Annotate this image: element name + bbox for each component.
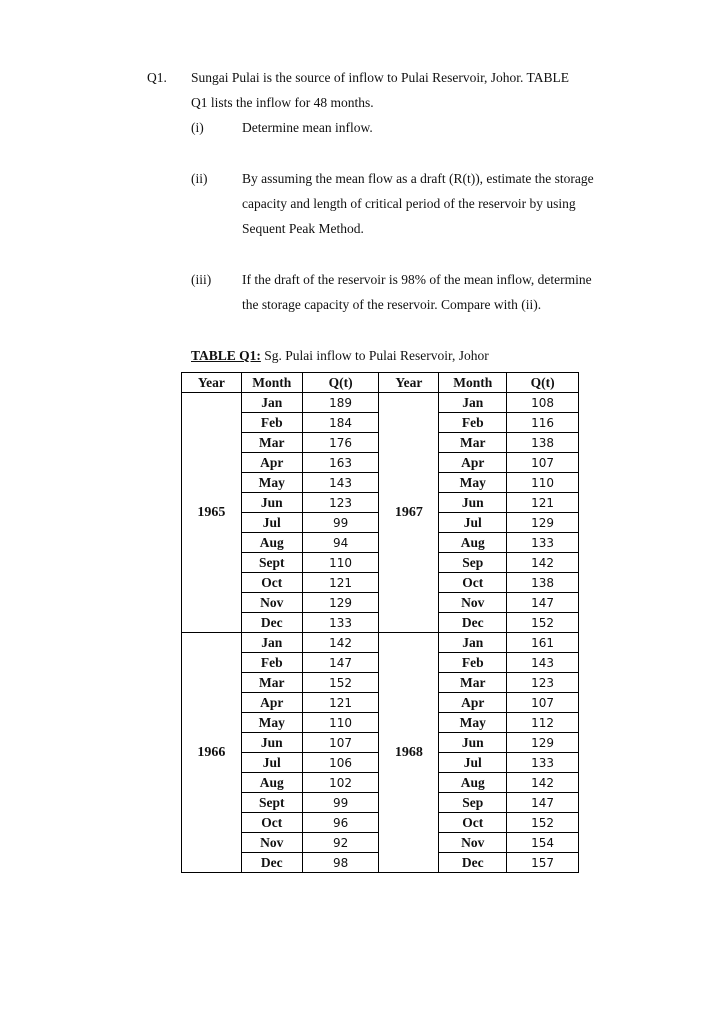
month-cell: Nov: [241, 833, 302, 853]
month-cell: Apr: [241, 693, 302, 713]
month-cell: Dec: [439, 853, 507, 873]
month-cell: May: [439, 473, 507, 493]
flow-cell: 133: [507, 753, 579, 773]
header-year: Year: [379, 373, 439, 393]
header-month: Month: [439, 373, 507, 393]
flow-cell: 99: [302, 513, 379, 533]
month-cell: Jun: [439, 493, 507, 513]
flow-cell: 110: [507, 473, 579, 493]
flow-cell: 163: [302, 453, 379, 473]
part-ii-label: (ii): [191, 171, 208, 186]
year-cell: 1967: [379, 393, 439, 633]
month-cell: Jan: [439, 633, 507, 653]
month-cell: Jul: [439, 753, 507, 773]
month-cell: Jun: [439, 733, 507, 753]
month-cell: Jan: [439, 393, 507, 413]
flow-cell: 142: [507, 773, 579, 793]
month-cell: Mar: [439, 433, 507, 453]
flow-cell: 123: [507, 673, 579, 693]
month-cell: Jan: [241, 633, 302, 653]
flow-cell: 189: [302, 393, 379, 413]
flow-cell: 133: [507, 533, 579, 553]
month-cell: Sep: [439, 793, 507, 813]
flow-cell: 147: [507, 793, 579, 813]
month-cell: May: [439, 713, 507, 733]
month-cell: Oct: [241, 813, 302, 833]
month-cell: Dec: [439, 613, 507, 633]
question-number: Q1.: [147, 70, 167, 85]
flow-cell: 99: [302, 793, 379, 813]
month-cell: Jul: [439, 513, 507, 533]
month-cell: Nov: [241, 593, 302, 613]
flow-cell: 110: [302, 553, 379, 573]
flow-cell: 142: [507, 553, 579, 573]
month-cell: Mar: [241, 673, 302, 693]
month-cell: May: [241, 713, 302, 733]
header-flow: Q(t): [302, 373, 379, 393]
month-cell: Apr: [241, 453, 302, 473]
flow-cell: 121: [507, 493, 579, 513]
part-i-text: Determine mean inflow.: [242, 120, 373, 135]
month-cell: Jul: [241, 513, 302, 533]
month-cell: Aug: [439, 533, 507, 553]
year-cell: 1966: [182, 633, 242, 873]
header-flow: Q(t): [507, 373, 579, 393]
flow-cell: 92: [302, 833, 379, 853]
month-cell: May: [241, 473, 302, 493]
month-cell: Feb: [439, 653, 507, 673]
table-header-row: [182, 373, 579, 393]
month-cell: Mar: [439, 673, 507, 693]
flow-cell: 123: [302, 493, 379, 513]
header-month: Month: [241, 373, 302, 393]
flow-cell: 129: [302, 593, 379, 613]
flow-cell: 121: [302, 573, 379, 593]
month-cell: Jun: [241, 493, 302, 513]
flow-cell: 143: [302, 473, 379, 493]
part-i-label: (i): [191, 120, 204, 135]
flow-cell: 107: [507, 693, 579, 713]
month-cell: Apr: [439, 453, 507, 473]
month-cell: Jul: [241, 753, 302, 773]
table-caption-label: TABLE Q1:: [191, 348, 261, 363]
flow-cell: 102: [302, 773, 379, 793]
month-cell: Dec: [241, 853, 302, 873]
flow-cell: 184: [302, 413, 379, 433]
flow-cell: 157: [507, 853, 579, 873]
flow-cell: 112: [507, 713, 579, 733]
flow-cell: 152: [507, 613, 579, 633]
year-cell: 1968: [379, 633, 439, 873]
month-cell: Jan: [241, 393, 302, 413]
month-cell: Feb: [241, 653, 302, 673]
flow-cell: 107: [507, 453, 579, 473]
header-year: Year: [182, 373, 242, 393]
flow-cell: 107: [302, 733, 379, 753]
month-cell: Feb: [439, 413, 507, 433]
part-ii-text-line-3: Sequent Peak Method.: [242, 221, 364, 236]
flow-cell: 147: [302, 653, 379, 673]
question-intro-line-1: Sungai Pulai is the source of inflow to Pulai Reservoir, Johor. TABLE: [191, 70, 569, 85]
month-cell: Feb: [241, 413, 302, 433]
month-cell: Aug: [241, 533, 302, 553]
flow-cell: 142: [302, 633, 379, 653]
flow-cell: 98: [302, 853, 379, 873]
flow-cell: 121: [302, 693, 379, 713]
month-cell: Aug: [439, 773, 507, 793]
table-caption-text: Sg. Pulai inflow to Pulai Reservoir, Johor: [260, 348, 489, 363]
month-cell: Dec: [241, 613, 302, 633]
month-cell: Nov: [439, 593, 507, 613]
month-cell: Oct: [439, 573, 507, 593]
flow-cell: 110: [302, 713, 379, 733]
part-iii-label: (iii): [191, 272, 212, 287]
part-iii-text-line-1: If the draft of the reservoir is 98% of the mean inflow, determine: [242, 272, 592, 287]
flow-cell: 106: [302, 753, 379, 773]
month-cell: Oct: [439, 813, 507, 833]
flow-cell: 108: [507, 393, 579, 413]
part-iii-text-line-2: the storage capacity of the reservoir. Compare with (ii).: [242, 297, 542, 312]
month-cell: Mar: [241, 433, 302, 453]
inflow-table: [181, 372, 579, 873]
flow-cell: 116: [507, 413, 579, 433]
month-cell: Nov: [439, 833, 507, 853]
flow-cell: 161: [507, 633, 579, 653]
flow-cell: 138: [507, 433, 579, 453]
month-cell: Sept: [241, 793, 302, 813]
year-cell: 1965: [182, 393, 242, 633]
flow-cell: 143: [507, 653, 579, 673]
part-ii-text-line-2: capacity and length of critical period of the reservoir by using: [242, 196, 576, 211]
flow-cell: 176: [302, 433, 379, 453]
flow-cell: 152: [507, 813, 579, 833]
part-ii-text-line-1: By assuming the mean flow as a draft (R(t)), estimate the storage: [242, 171, 594, 186]
flow-cell: 154: [507, 833, 579, 853]
flow-cell: 138: [507, 573, 579, 593]
flow-cell: 96: [302, 813, 379, 833]
table-row: [182, 633, 579, 653]
month-cell: Sep: [439, 553, 507, 573]
flow-cell: 133: [302, 613, 379, 633]
flow-cell: 147: [507, 593, 579, 613]
table-row: [182, 393, 579, 413]
month-cell: Apr: [439, 693, 507, 713]
question-intro-line-2: Q1 lists the inflow for 48 months.: [191, 95, 374, 110]
table-caption: [191, 348, 489, 364]
flow-cell: 129: [507, 733, 579, 753]
flow-cell: 94: [302, 533, 379, 553]
flow-cell: 129: [507, 513, 579, 533]
flow-cell: 152: [302, 673, 379, 693]
month-cell: Aug: [241, 773, 302, 793]
month-cell: Oct: [241, 573, 302, 593]
month-cell: Sept: [241, 553, 302, 573]
month-cell: Jun: [241, 733, 302, 753]
